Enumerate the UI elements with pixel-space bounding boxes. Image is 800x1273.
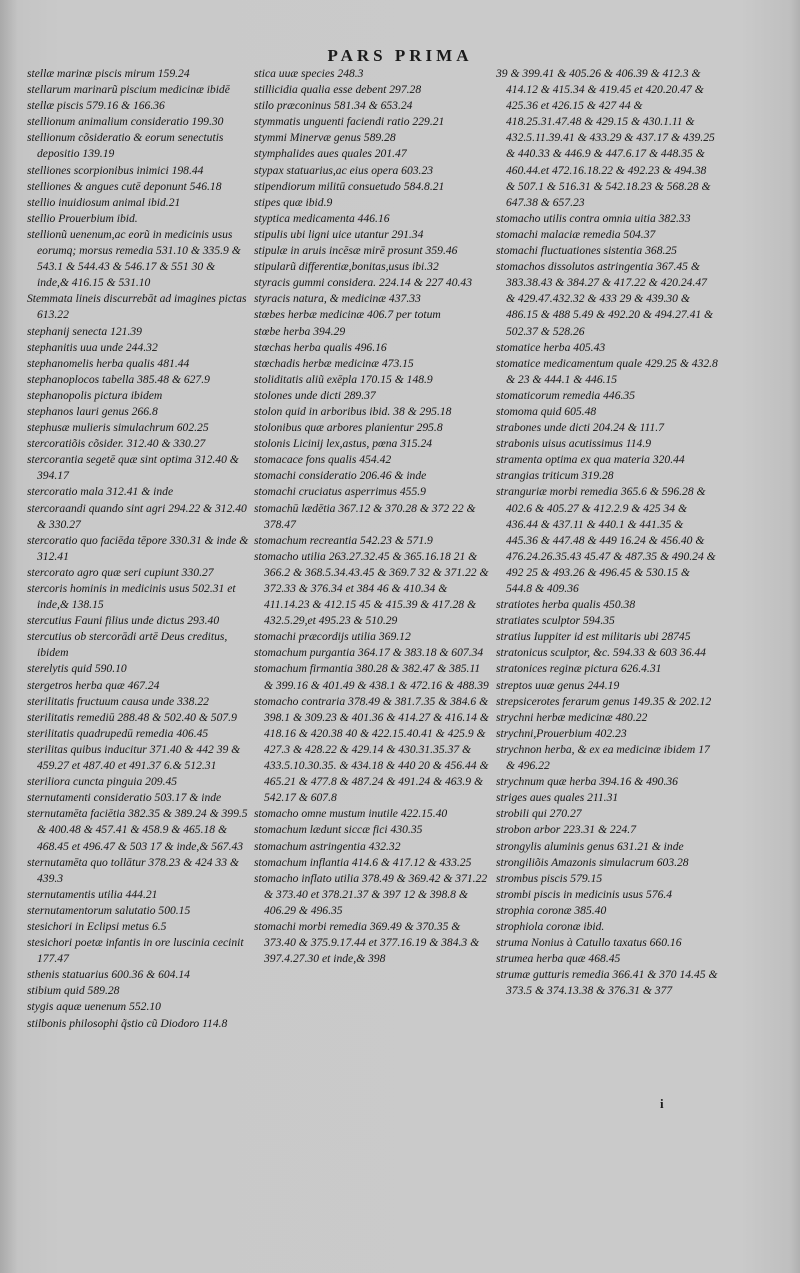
index-entry: stercoratio quo faciēda tēpore 330.31 & inde & 312.41 (27, 533, 249, 563)
index-entry: sternutamēta quo tollātur 378.23 & 424 33 & 439.3 (27, 855, 239, 885)
index-entry: strombus piscis 579.15 (496, 871, 603, 885)
index-entry: stellæ piscis 579.16 & 166.36 (27, 99, 165, 113)
index-entry: stellio Prouerbium ibid. (27, 211, 138, 225)
index-entry: stratonicus sculptor, &c. 594.33 & 603 36.44 (496, 646, 706, 660)
index-entry: strophiola coronæ ibid. (496, 919, 605, 933)
index-entry: stellionũ uenenum,ac eorũ in medicinis usus eorumq; morsus remedia 531.10 & 335.9 & 543.1 & 544.43 & 546.17 & 551 30 & inde,& 416.15 & 531.10 (27, 227, 241, 290)
index-entry: sternutamenti consideratio 503.17 & inde (27, 791, 222, 805)
index-entry: sterilitatis quadrupedū remedia 406.45 (27, 726, 209, 740)
index-entry: styracis natura, & medicinæ 437.33 (254, 292, 421, 306)
index-entry: sternutamentorum salutatio 500.15 (27, 903, 191, 917)
index-entry: strabones unde dicti 204.24 & 111.7 (496, 421, 664, 435)
index-entry: stergetros herba quæ 467.24 (27, 678, 160, 692)
index-entry: strobili qui 270.27 (496, 807, 582, 821)
index-entry: stercoratiõis cõsider. 312.40 & 330.27 (27, 437, 206, 451)
index-entry: stephusæ mulieris simulachrum 602.25 (27, 421, 209, 435)
index-entry: stranguriæ morbi remedia 365.6 & 596.28 & 402.6 & 405.27 & 412.2.9 & 425 34 & 436.44 & 437.11 & 440.1 & 441.35 & 445.36 & 447.48 & 449 16.24 & 456.40 & 476.24.26.35.43 45.47 & 487.35 & 490.24 & 492 25 & 493.26 & 496.45 & 530.15 & 544.8 & 409.36 (496, 485, 716, 595)
index-entry: stercoratio mala 312.41 & inde (27, 485, 174, 499)
index-entry: stratiates sculptor 594.35 (496, 614, 615, 628)
index-entry: stesichori poetæ infantis in ore luscinia cecinit 177.47 (27, 936, 244, 966)
index-entry: sterilitas quibus inducitur 371.40 & 442 39 & 459.27 et 487.40 et 491.37 6.& 512.31 (27, 742, 241, 773)
index-entry: steriliora cuncta pinguia 209.45 (27, 775, 178, 789)
index-entry: strychni herbæ medicinæ 480.22 (496, 710, 648, 724)
index-entry: stomacho utilis contra omnia uitia 382.33 (496, 211, 691, 225)
index-entry: strophia coronæ 385.40 (496, 903, 607, 917)
index-entry: strychnon herba, & ex ea medicinæ ibidem 17 & 496.22 (496, 742, 710, 773)
index-entry: struma Nonius à Catullo taxatus 660.16 (496, 936, 682, 950)
page-header: PARS PRIMA (327, 46, 473, 65)
index-entry: stolonibus quæ arbores planientur 295.8 (254, 421, 443, 435)
index-entry: stomachum recreantia 542.23 & 571.9 (254, 533, 433, 547)
index-entry: stomacho omne mustum inutile 422.15.40 (254, 807, 448, 821)
index-entry: stomachi morbi remedia 369.49 & 370.35 & 373.40 & 375.9.17.44 et 377.16.19 & 384.3 & 397.4.27.30 et inde,& 398 (254, 919, 480, 966)
index-entry: stercorantia segetē quæ sint optima 312.40 & 394.17 (27, 453, 239, 483)
index-entry: stercorato agro quæ seri cupiunt 330.27 (27, 565, 214, 579)
index-entry: stilbonis philosophi q̃stio cũ Diodoro 114.8 (27, 1016, 228, 1030)
index-entry: sterilitatis fructuum causa unde 338.22 (27, 694, 209, 708)
index-entry: stomachum firmantia 380.28 & 382.47 & 385.11 & 399.16 & 401.49 & 438.1 & 472.16 & 488.39 (254, 662, 489, 692)
index-entry: stipes quæ ibid.9 (254, 195, 333, 209)
index-column-right (496, 66, 718, 999)
index-entry: stomaticorum remedia 446.35 (496, 388, 636, 402)
index-entry: stoliditatis aliũ exēpla 170.15 & 148.9 (254, 372, 433, 386)
index-entry: stillicidia qualia esse debent 297.28 (254, 83, 422, 97)
index-entry: stomachi cruciatus asperrimus 455.9 (254, 485, 426, 499)
index-entry: strangias triticum 319.28 (496, 469, 614, 483)
index-entry: stomachi consideratio 206.46 & inde (254, 469, 427, 483)
index-entry: Stemmata lineis discurrebāt ad imagines pictas 613.22 (27, 292, 247, 322)
index-entry: stolon quid in arboribus ibid. 38 & 295.18 (254, 404, 452, 418)
index-entry: strombi piscis in medicinis usus 576.4 (496, 887, 673, 901)
index-entry: sterelytis quid 590.10 (27, 662, 127, 676)
index-entry: sternutamentis utilia 444.21 (27, 887, 158, 901)
index-entry: stipularũ differentiæ,bonitas,usus ibi.32 (254, 260, 439, 274)
index-entry: stomacace fons qualis 454.42 (254, 453, 392, 467)
index-entry: stomachū lædētia 367.12 & 370.28 & 372 22 & 378.47 (254, 501, 476, 531)
index-entry: stipulis ubi ligni uice utantur 291.34 (254, 227, 424, 241)
index-entry: stomatice medicamentum quale 429.25 & 432.8 & 23 & 444.1 & 446.15 (496, 356, 718, 386)
index-entry: stercutius Fauni filius unde dictus 293.40 (27, 614, 220, 628)
index-entry: sthenis statuarius 600.36 & 604.14 (27, 968, 190, 982)
index-entry: strumea herba quæ 468.45 (496, 952, 621, 966)
index-entry: sternutamēta faciētia 382.35 & 389.24 & 399.5 & 400.48 & 457.41 & 458.9 & 465.18 & 468.45 et 496.47 & 503 17 & inde,& 567.43 (27, 807, 248, 853)
index-entry: strobon arbor 223.31 & 224.7 (496, 823, 636, 837)
index-entry: stica uuæ species 248.3 (254, 67, 364, 80)
index-entry: stœbes herbæ medicinæ 406.7 per totum (254, 308, 441, 322)
index-entry: strabonis uisus acutissimus 114.9 (496, 437, 652, 451)
signature-mark: i (660, 1096, 664, 1111)
index-entry: stygis aquæ uenenum 552.10 (27, 1000, 161, 1014)
index-entry: stramenta optima ex qua materia 320.44 (496, 453, 685, 467)
index-entry: strongiliõis Amazonis simulacrum 603.28 (496, 855, 689, 869)
index-entry: stomachi fluctuationes sistentia 368.25 (496, 244, 677, 258)
index-entry: stymmatis unguenti faciendi ratio 229.21 (254, 115, 445, 129)
index-entry: stymphalides aues quales 201.47 (254, 147, 407, 161)
index-entry: stipendiorum militū consuetudo 584.8.21 (254, 179, 445, 193)
index-entry: 39 & 399.41 & 405.26 & 406.39 & 412.3 & 414.12 & 415.34 & 419.45 et 420.20.47 & 425.36 et 426.15 & 427 44 & 418.25.31.47.48 & 429.15 & 430.1.11 & 432.5.11.39.41 & 433.29 & 437.17 & 439.25 & 440.33 & 446.9 & 447.6.17 & 448.35 & 460.44.et 472.16.18.22 & 492.23 & 494.38 & 507.1 & 516.31 & 542.18.23 & 568.28 & 647.38 & 657.23 (496, 67, 715, 209)
index-entry: stellionum cõsideratio & eorum senectutis depositio 139.19 (27, 131, 224, 161)
index-entry: stilo præconinus 581.34 & 653.24 (254, 99, 413, 113)
index-entry: stomatice herba 405.43 (496, 340, 606, 354)
index-entry: strumæ gutturis remedia 366.41 & 370 14.45 & 373.5 & 374.13.38 & 376.31 & 377 (496, 968, 718, 998)
index-entry: styptica medicamenta 446.16 (254, 211, 390, 225)
index-entry: stipulæ in aruis incēsæ mirē prosunt 359.46 (254, 244, 458, 258)
index-entry: stercoris hominis in medicinis usus 502.31 et inde,& 138.15 (27, 582, 236, 612)
index-entry: stomachum purgantia 364.17 & 383.18 & 607.34 (254, 646, 484, 660)
index-entry: stœbe herba 394.29 (254, 324, 346, 338)
index-entry: stellæ marinæ piscis mirum 159.24 (27, 67, 190, 80)
index-entry: stomachum astringentia 432.32 (254, 839, 401, 853)
index-entry: stratonices reginæ pictura 626.4.31 (496, 662, 662, 676)
index-entry: stellarum marinarũ piscium medicinæ ibidē (27, 83, 230, 97)
index-entry: stomacho contraria 378.49 & 381.7.35 & 384.6 & 398.1 & 309.23 & 401.36 & 414.27 & 416.14 & 418.16 & 420.38 40 & 422.15.40.41 & 425.9 & 427.3 & 428.22 & 429.14 & 430.31.35.37 & 433.5.10.30.35. & 434.18 & 440 20 & 456.44 & 465.21 & 477.8 & 487.24 & 491.24 & 463.9 & 542.17 & 607.8 (254, 694, 489, 805)
index-entry: stephanij senecta 121.39 (27, 324, 142, 338)
index-entry: strychni,Prouerbium 402.23 (496, 726, 627, 740)
index-entry: strongylis aluminis genus 631.21 & inde (496, 839, 684, 853)
index-entry: striges aues quales 211.31 (496, 791, 619, 805)
index-entry: stellionum animalium consideratio 199.30 (27, 115, 224, 129)
index-entry: stratiotes herba qualis 450.38 (496, 598, 636, 612)
index-entry: stomachum inflantia 414.6 & 417.12 & 433.25 (254, 855, 472, 869)
index-entry: strepsicerotes ferarum genus 149.35 & 202.12 (496, 694, 712, 708)
index-entry: strychnum quæ herba 394.16 & 490.36 (496, 775, 678, 789)
index-entry: stibium quid 589.28 (27, 984, 120, 998)
index-entry: stephanopolis pictura ibidem (27, 388, 163, 402)
index-entry: stomachos dissolutos astringentia 367.45 & 383.38.43 & 384.27 & 417.22 & 420.24.47 & 429.47.432.32 & 433 29 & 439.30 & 486.15 & 488 5.49 & 492.20 & 494.27.41 & 502.37 & 528.26 (496, 260, 714, 338)
index-entry: stomacho utilia 263.27.32.45 & 365.16.18 21 & 366.2 & 368.5.34.43.45 & 369.7 32 & 371.22 & 372.33 & 376.34 et 384 46 & 410.34 & 411.14.23 & 412.15 45 & 415.39 & 417.28 & 432.5.29,et 495.23 & 510.29 (254, 549, 489, 628)
index-entry: stymmi Minervæ genus 589.28 (254, 131, 396, 145)
index-entry: stesichori in Eclipsi metus 6.5 (27, 919, 167, 933)
index-entry: stolonis Licinij lex,astus, pœna 315.24 (254, 437, 433, 451)
index-entry: stratius Iuppiter id est militaris ubi 28745 (496, 630, 691, 644)
index-entry: stephanoplocos tabella 385.48 & 627.9 (27, 372, 210, 386)
index-entry: styracis gummi considera. 224.14 & 227 40.43 (254, 276, 473, 290)
index-entry: stercutius ob stercorādi artē Deus creditus, ibidem (27, 630, 228, 660)
index-entry: stelliones & angues cutē deponunt 546.18 (27, 179, 222, 193)
index-entry: stercoraandi quando sint agri 294.22 & 312.40 & 330.27 (27, 501, 247, 531)
index-entry: sterilitatis remediū 288.48 & 502.40 & 507.9 (27, 710, 237, 724)
index-entry: stelliones scorpionibus inimici 198.44 (27, 163, 204, 177)
index-entry: stomachum lædunt siccæ fici 430.35 (254, 823, 423, 837)
index-entry: stellio inuidiosum animal ibid.21 (27, 195, 181, 209)
index-entry: stœchadis herbæ medicinæ 473.15 (254, 356, 414, 370)
index-entry: stephanomelis herba qualis 481.44 (27, 356, 190, 370)
index-entry: stomoma quid 605.48 (496, 404, 597, 418)
index-entry: stolones unde dicti 289.37 (254, 388, 376, 402)
index-entry: stypax statuarius,ac eius opera 603.23 (254, 163, 434, 177)
index-entry: stomachi malaciæ remedia 504.37 (496, 227, 656, 241)
index-entry: stephanitis uua unde 244.32 (27, 340, 158, 354)
index-column-middle (254, 66, 492, 967)
index-entry: streptos uuæ genus 244.19 (496, 678, 620, 692)
index-column-left (27, 66, 249, 1032)
index-entry: stephanos lauri genus 266.8 (27, 404, 158, 418)
index-entry: stomachi præcordijs utilia 369.12 (254, 630, 411, 644)
index-entry: stomacho inflato utilia 378.49 & 369.42 & 371.22 & 373.40 et 378.21.37 & 397 12 & 398.8 & 406.29 & 496.35 (254, 871, 488, 917)
index-entry: stœchas herba qualis 496.16 (254, 340, 387, 354)
